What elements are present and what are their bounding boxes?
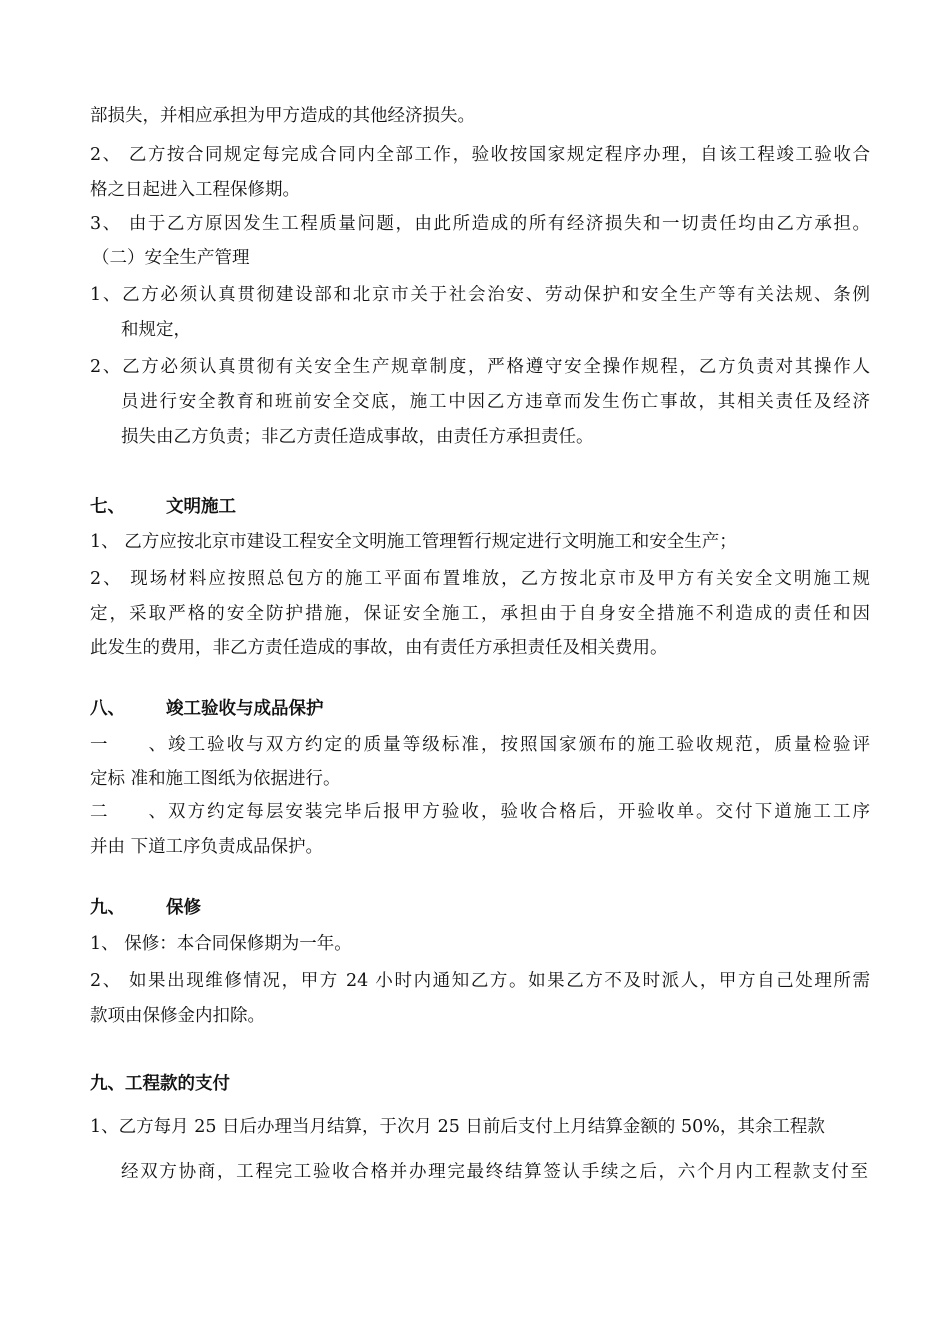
item-text: 竣工验收与双方约定的质量等级标准，按照国家颁布的施工验收规范，质量检验评	[166, 735, 870, 755]
section-heading	[90, 697, 324, 721]
section-title: 保修	[166, 898, 201, 918]
paragraph-line: 经双方协商，工程完工验收合格并办理完最终结算签认手续之后，六个月内工程款支付至	[121, 1162, 868, 1182]
paragraph-line: 2、 乙方按合同规定每完成合同内全部工作，验收按国家规定程序办理，自该工程竣工验收合	[90, 145, 870, 165]
paragraph-line	[90, 800, 870, 824]
paragraph-line: 定标 准和施工图纸为依据进行。	[90, 769, 341, 789]
paragraph-line: 1、 保修：本合同保修期为一年。	[90, 934, 352, 954]
section-number: 七、	[90, 497, 125, 517]
paragraph-line: 2、 现场材料应按照总包方的施工平面布置堆放，乙方按北京市及甲方有关安全文明施工规	[90, 569, 870, 589]
section-heading	[90, 495, 236, 519]
item-number: 二、	[90, 802, 166, 822]
paragraph-line: 员进行安全教育和班前安全交底，施工中因乙方违章而发生伤亡事故，其相关责任及经济	[121, 392, 870, 412]
paragraph-line: 3、 由于乙方原因发生工程质量问题，由此所造成的所有经济损失和一切责任均由乙方承担。	[90, 214, 870, 234]
section-number: 八、	[90, 699, 125, 719]
section-heading	[90, 896, 201, 920]
item-text: 双方约定每层安装完毕后报甲方验收，验收合格后，开验收单。交付下道施工工序	[166, 802, 870, 822]
paragraph-line: 损失由乙方负责；非乙方责任造成事故，由责任方承担责任。	[121, 427, 594, 447]
item-number: 一、	[90, 735, 166, 755]
paragraph-line: 和规定，	[121, 320, 191, 340]
paragraph-line: 款项由保修金内扣除。	[90, 1006, 265, 1026]
paragraph-line: 2、乙方必须认真贯彻有关安全生产规章制度，严格遵守安全操作规程，乙方负责对其操作人	[90, 357, 870, 377]
paragraph-line: 1、乙方每月 25 日后办理当月结算，于次月 25 日前后支付上月结算金额的 50%，其余工程款	[90, 1117, 825, 1137]
paragraph-line: 格之日起进入工程保修期。	[90, 180, 300, 200]
paragraph-line: 并由 下道工序负责成品保护。	[90, 837, 324, 857]
section-title: 竣工验收与成品保护	[166, 699, 324, 719]
paragraph-line: 部损失，并相应承担为甲方造成的其他经济损失。	[90, 106, 475, 126]
section-number: 九、	[90, 898, 125, 918]
paragraph-line: 2、 如果出现维修情况，甲方 24 小时内通知乙方。如果乙方不及时派人，甲方自己处理所需	[90, 971, 870, 991]
section-heading: 九、工程款的支付	[90, 1074, 230, 1094]
section-title: 文明施工	[166, 497, 236, 517]
subsection-title: （二）安全生产管理	[92, 248, 250, 268]
paragraph-line: 此发生的费用，非乙方责任造成的事故，由有责任方承担责任及相关费用。	[90, 638, 668, 658]
paragraph-line: 1、 乙方应按北京市建设工程安全文明施工管理暂行规定进行文明施工和安全生产；	[90, 532, 737, 552]
paragraph-line: 1、乙方必须认真贯彻建设部和北京市关于社会治安、劳动保护和安全生产等有关法规、条例	[90, 285, 870, 305]
paragraph-line: 定，采取严格的安全防护措施，保证安全施工，承担由于自身安全措施不利造成的责任和因	[90, 604, 870, 624]
paragraph-line	[90, 733, 870, 757]
